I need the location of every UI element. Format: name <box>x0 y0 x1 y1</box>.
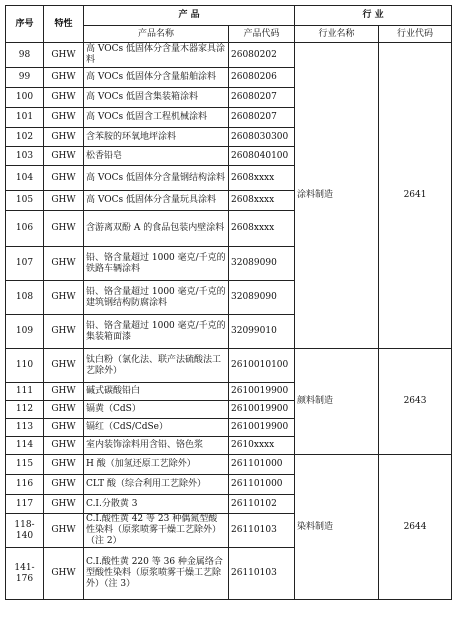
product-table <box>5 5 452 600</box>
cell-product-code: 26110103 <box>229 548 295 600</box>
table-row <box>6 349 452 383</box>
cell-seq: 110 <box>6 349 44 383</box>
cell-product-name: 高 VOCs 低固含工程机械涂料 <box>84 108 229 128</box>
cell-attr: GHW <box>44 315 84 349</box>
header-industry-name: 行业名称 <box>295 26 379 43</box>
cell-product-code: 32099010 <box>229 315 295 349</box>
cell-product-code: 2608xxxx <box>229 191 295 211</box>
cell-product-name: 室内装饰涂料用含铅、铬色浆 <box>84 437 229 455</box>
cell-industry-name: 涂料制造 <box>295 43 379 349</box>
cell-seq: 105 <box>6 191 44 211</box>
cell-product-name: C.I.分散黄 3 <box>84 495 229 514</box>
cell-product-code: 2610019900 <box>229 419 295 437</box>
cell-product-code: 26110103 <box>229 514 295 548</box>
cell-seq: 100 <box>6 88 44 108</box>
cell-attr: GHW <box>44 166 84 191</box>
cell-seq: 104 <box>6 166 44 191</box>
cell-product-name: CLT 酸（综合利用工艺除外） <box>84 475 229 495</box>
cell-product-name: 钛白粉（氯化法、联产法硫酸法工艺除外） <box>84 349 229 383</box>
cell-attr: GHW <box>44 128 84 147</box>
cell-product-name: C.I.酸性黄 42 等 23 种偶氮型酸性染料（原浆喷雾干燥工艺除外）（注 2） <box>84 514 229 548</box>
cell-attr: GHW <box>44 191 84 211</box>
cell-attr: GHW <box>44 108 84 128</box>
cell-seq: 116 <box>6 475 44 495</box>
cell-attr: GHW <box>44 475 84 495</box>
cell-industry-code: 2641 <box>379 43 452 349</box>
cell-product-name: 高 VOCs 低固体分含量木器家具涂料 <box>84 43 229 68</box>
cell-attr: GHW <box>44 88 84 108</box>
cell-seq: 141-176 <box>6 548 44 600</box>
cell-product-code: 2610019900 <box>229 383 295 401</box>
cell-seq: 115 <box>6 455 44 475</box>
cell-attr: GHW <box>44 548 84 600</box>
cell-seq: 103 <box>6 147 44 166</box>
cell-product-name: 含游离双酚 A 的食品包装内壁涂料 <box>84 211 229 247</box>
cell-product-name: 高 VOCs 低固体分含量玩具涂料 <box>84 191 229 211</box>
cell-product-name: H 酸（加氢还原工艺除外） <box>84 455 229 475</box>
cell-attr: GHW <box>44 401 84 419</box>
cell-seq: 113 <box>6 419 44 437</box>
cell-seq: 108 <box>6 281 44 315</box>
cell-product-code: 2608xxxx <box>229 166 295 191</box>
cell-product-code: 2608040100 <box>229 147 295 166</box>
cell-attr: GHW <box>44 147 84 166</box>
cell-industry-code: 2644 <box>379 455 452 600</box>
cell-seq: 106 <box>6 211 44 247</box>
cell-product-code: 26080202 <box>229 43 295 68</box>
cell-attr: GHW <box>44 43 84 68</box>
cell-seq: 98 <box>6 43 44 68</box>
cell-product-name: 镉红（CdS/CdSe） <box>84 419 229 437</box>
cell-attr: GHW <box>44 211 84 247</box>
cell-seq: 101 <box>6 108 44 128</box>
cell-seq: 112 <box>6 401 44 419</box>
cell-attr: GHW <box>44 68 84 88</box>
cell-product-code: 32089090 <box>229 281 295 315</box>
cell-product-code: 261101000 <box>229 455 295 475</box>
cell-attr: GHW <box>44 281 84 315</box>
cell-attr: GHW <box>44 383 84 401</box>
cell-product-name: 高 VOCs 低固含集装箱涂料 <box>84 88 229 108</box>
cell-product-name: 高 VOCs 低固体分含量船舶涂料 <box>84 68 229 88</box>
header-seq: 序号 <box>6 6 44 43</box>
cell-product-name: 松香铅皂 <box>84 147 229 166</box>
cell-seq: 111 <box>6 383 44 401</box>
cell-product-code: 26080207 <box>229 108 295 128</box>
cell-product-name: 铅、铬含量超过 1000 毫克/千克的铁路车辆涂料 <box>84 247 229 281</box>
cell-attr: GHW <box>44 514 84 548</box>
cell-product-code: 2610010100 <box>229 349 295 383</box>
cell-industry-name: 颜料制造 <box>295 349 379 455</box>
header-industry-code: 行业代码 <box>379 26 452 43</box>
cell-product-code: 32089090 <box>229 247 295 281</box>
header-industry: 行 业 <box>295 6 452 26</box>
cell-product-name: C.I.酸性黄 220 等 36 种金属络合型酸性染料（原浆喷雾干燥工艺除外）（注 3） <box>84 548 229 600</box>
header-product-name: 产品名称 <box>84 26 229 43</box>
cell-seq: 109 <box>6 315 44 349</box>
cell-product-code: 26110102 <box>229 495 295 514</box>
cell-product-code: 261101000 <box>229 475 295 495</box>
table-row <box>6 43 452 68</box>
cell-attr: GHW <box>44 247 84 281</box>
cell-product-name: 碱式碳酸铅白 <box>84 383 229 401</box>
cell-attr: GHW <box>44 455 84 475</box>
header-product-code: 产品代码 <box>229 26 295 43</box>
header-product: 产 品 <box>84 6 295 26</box>
cell-seq: 114 <box>6 437 44 455</box>
cell-product-code: 2610xxxx <box>229 437 295 455</box>
header-attr: 特性 <box>44 6 84 43</box>
cell-seq: 99 <box>6 68 44 88</box>
cell-product-name: 含苯胺的环氧地坪涂料 <box>84 128 229 147</box>
table-row <box>6 455 452 475</box>
cell-product-code: 26080206 <box>229 68 295 88</box>
cell-product-code: 2610019900 <box>229 401 295 419</box>
cell-attr: GHW <box>44 495 84 514</box>
cell-product-name: 镉黄（CdS） <box>84 401 229 419</box>
cell-product-name: 铅、铬含量超过 1000 毫克/千克的建筑钢结构防腐涂料 <box>84 281 229 315</box>
cell-seq: 118-140 <box>6 514 44 548</box>
cell-industry-name: 染料制造 <box>295 455 379 600</box>
cell-product-code: 2608xxxx <box>229 211 295 247</box>
cell-attr: GHW <box>44 349 84 383</box>
cell-attr: GHW <box>44 419 84 437</box>
cell-seq: 102 <box>6 128 44 147</box>
cell-seq: 117 <box>6 495 44 514</box>
cell-seq: 107 <box>6 247 44 281</box>
cell-product-code: 2608030300 <box>229 128 295 147</box>
cell-product-name: 铅、铬含量超过 1000 毫克/千克的集装箱面漆 <box>84 315 229 349</box>
cell-product-code: 26080207 <box>229 88 295 108</box>
cell-product-name: 高 VOCs 低固体分含量钢结构涂料 <box>84 166 229 191</box>
cell-industry-code: 2643 <box>379 349 452 455</box>
cell-attr: GHW <box>44 437 84 455</box>
